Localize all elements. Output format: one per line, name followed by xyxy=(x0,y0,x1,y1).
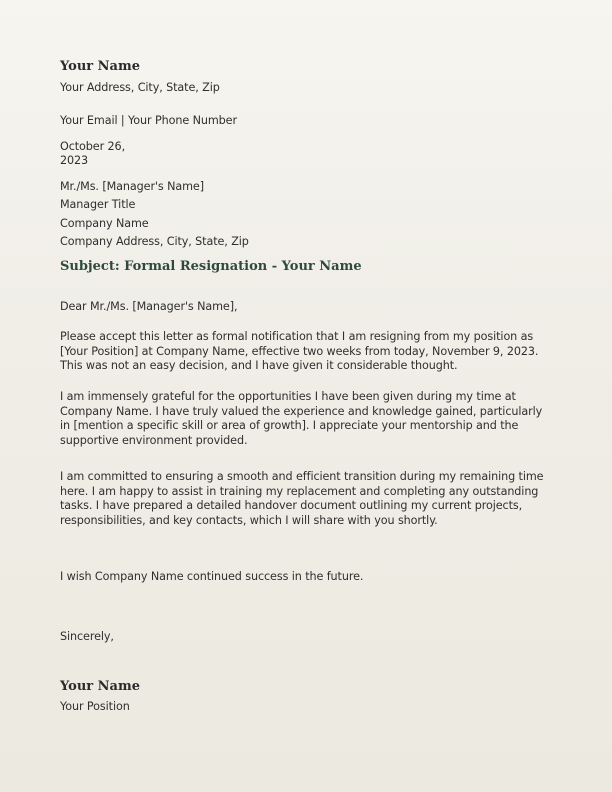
body-paragraph-4: I wish Company Name continued success in the future. xyxy=(60,570,364,583)
signature-name: Your Name xyxy=(60,679,140,694)
sender-contact: Your Email | Your Phone Number xyxy=(60,114,237,127)
sender-address: Your Address, City, State, Zip xyxy=(60,81,220,94)
recipient-name: Mr./Ms. [Manager's Name] xyxy=(60,180,204,193)
recipient-company: Company Name xyxy=(60,217,149,230)
body-paragraph-3: I am committed to ensuring a smooth and efficient transition during my remaining time here. I am happy to assist in training my replacement and completing any outstanding tasks. I have prepared a detailed handover document outlining my current projects, responsibilities, and key contacts, which I will share with you shortly. xyxy=(60,470,544,527)
recipient-title: Manager Title xyxy=(60,198,136,211)
body-paragraph-1: Please accept this letter as formal notification that I am resigning from my position as [Your Position] at Company Name, effective two weeks from today, November 9, 2023. This was not an easy decision, and I have given it considerable thought. xyxy=(60,330,539,372)
sender-name: Your Name xyxy=(60,59,140,74)
date-line-2: 2023 xyxy=(60,154,89,167)
body-paragraph-2: I am immensely grateful for the opportunities I have been given during my time at Company Name. I have truly valued the experience and knowledge gained, particularly in [mention a specific skill or area of growth]. I appreciate your mentorship and the supportive environment provided. xyxy=(60,390,543,447)
signature-position: Your Position xyxy=(60,700,130,713)
salutation: Dear Mr./Ms. [Manager's Name], xyxy=(60,300,238,313)
recipient-address: Company Address, City, State, Zip xyxy=(60,235,249,248)
closing: Sincerely, xyxy=(60,630,114,643)
date-line-1: October 26, xyxy=(60,140,126,153)
subject-line: Subject: Formal Resignation - Your Name xyxy=(60,259,362,274)
